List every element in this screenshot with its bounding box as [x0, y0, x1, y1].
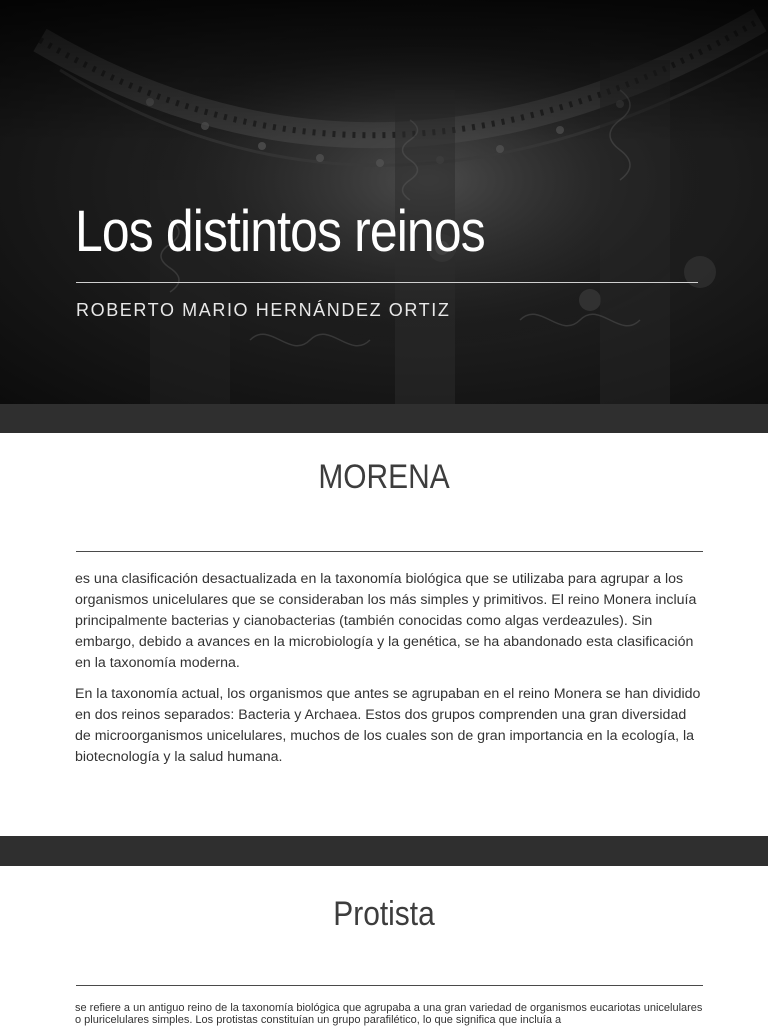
section-separator-band	[0, 836, 768, 866]
section-divider	[76, 551, 703, 552]
section-title-morena: MORENA	[318, 458, 450, 496]
title-divider	[76, 282, 698, 283]
cover-banner	[0, 0, 768, 404]
section-separator-band	[0, 404, 768, 433]
section-title-protista: Protista	[333, 895, 435, 933]
section-divider	[76, 985, 703, 986]
section-paragraph: En la taxonomía actual, los organismos que antes se agrupaban en el reino Monera se han dividido en dos reinos separados: Bacteria y Archaea. Estos dos grupos comprenden una gran diversidad de microorganismos unicelulares, muchos de los cuales son de gran importancia en la ecología, la biotecnología y la salud humana.	[75, 686, 701, 765]
author-name: ROBERTO MARIO HERNÁNDEZ ORTIZ	[76, 300, 451, 320]
section-paragraph: se refiere a un antiguo reino de la taxonomía biológica que agrupaba a una gran variedad de organismos eucariotas unicelulares o pluricelulares simples. Los protistas constituían un grupo parafilético, lo que significa que incluía a	[75, 1002, 703, 1026]
section-paragraph: es una clasificación desactualizada en la taxonomía biológica que se utilizaba para agrupar a los organismos unicelulares que se consideraban los más simples y primitivos. El reino Monera incluía principalmente bacterias y cianobacterias (también conocidas como algas verdeazules). Sin embargo, debido a avances en la microbiología y la genética, se ha abandonado esta clasificación en la taxonomía moderna.	[75, 571, 697, 671]
document-title: Los distintos reinos	[75, 199, 485, 264]
